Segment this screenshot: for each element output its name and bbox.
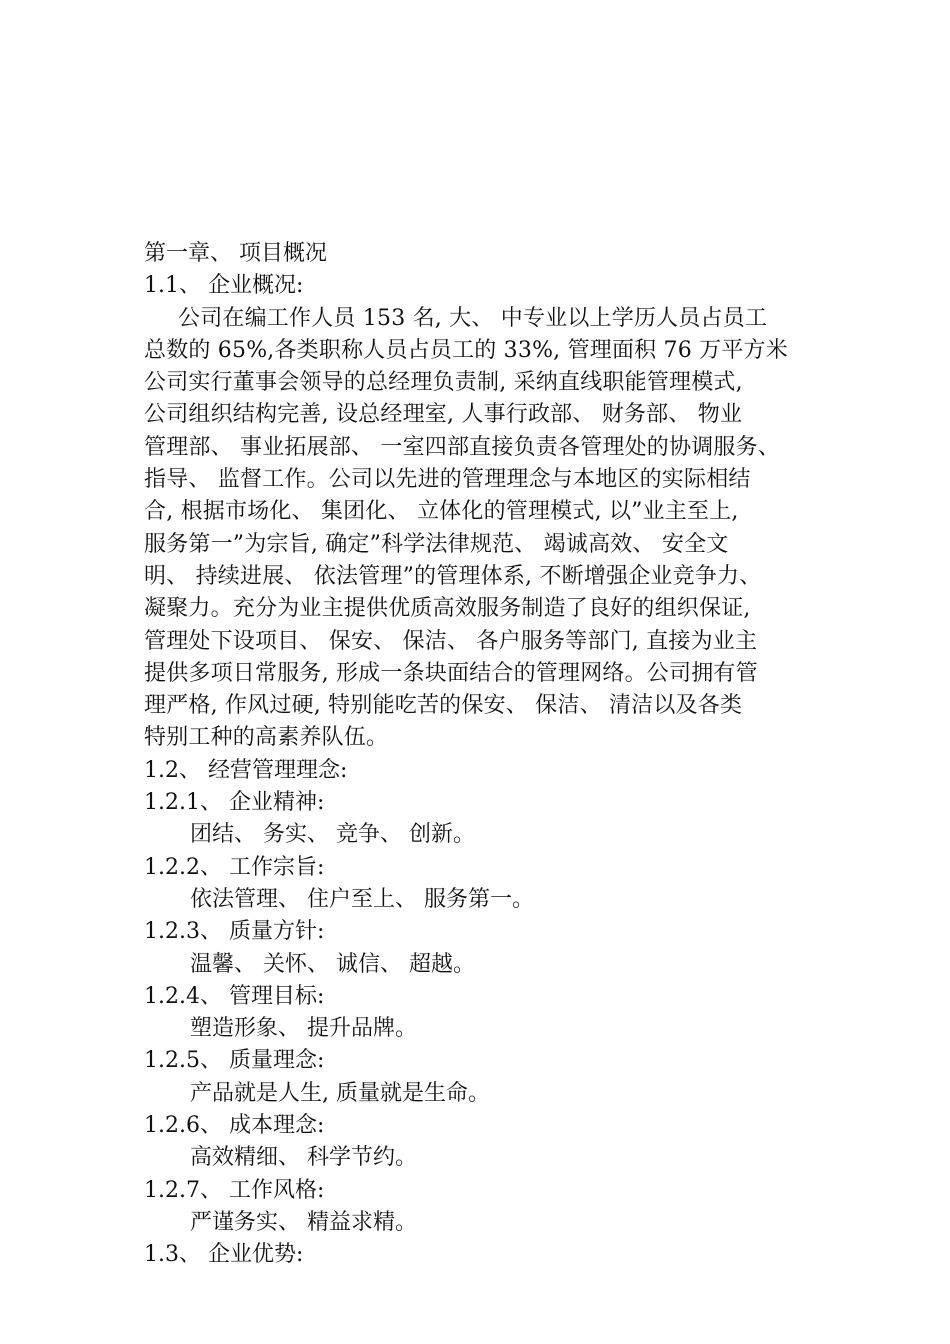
paragraph-line: 特别工种的高素养队伍。	[144, 725, 389, 751]
paragraph-line: 总数的 65%,各类职称人员占员工的 33%, 管理面积 76 万平方米	[144, 337, 788, 363]
subsection-text: 温馨、 关怀、 诚信、 超越。	[190, 951, 475, 977]
company-overview-paragraph	[144, 303, 824, 755]
paragraph-line: 合, 根据市场化、 集团化、 立体化的管理模式, 以”业主至上,	[144, 499, 739, 525]
chapter-title: 第一章、 项目概况	[144, 241, 327, 266]
paragraph-line: 提供多项日常服务, 形成一条块面结合的管理网络。公司拥有管	[144, 660, 758, 686]
subsection-heading: 1.2.6、 成本理念:	[144, 1113, 325, 1139]
subsection-heading: 1.2.5、 质量理念:	[144, 1048, 325, 1074]
document-page	[144, 238, 824, 1272]
subsection-heading: 1.2.4、 管理目标:	[144, 983, 325, 1009]
subsection-heading: 1.2.7、 工作风格:	[144, 1177, 325, 1203]
section-heading-1-3: 1.3、 企业优势:	[144, 1242, 304, 1268]
paragraph-line: 服务第一”为宗旨, 确定”科学法律规范、 竭诚高效、 安全文	[144, 531, 729, 557]
paragraph-line: 明、 持续进展、 依法管理”的管理体系, 不断增强企业竞争力、	[144, 563, 762, 589]
subsection-text: 依法管理、 住户至上、 服务第一。	[190, 886, 534, 912]
paragraph-line: 凝聚力。充分为业主提供优质高效服务制造了良好的组织保证,	[144, 596, 751, 622]
subsection-text: 产品就是人生, 质量就是生命。	[190, 1080, 490, 1106]
section-heading-1-1: 1.1、 企业概况:	[144, 273, 304, 299]
section-heading-1-2: 1.2、 经营管理理念:	[144, 757, 348, 783]
paragraph-line: 管理处下设项目、 保安、 保洁、 各户服务等部门, 直接为业主	[144, 628, 758, 654]
subsection-text: 高效精细、 科学节约。	[190, 1145, 417, 1171]
subsection-heading: 1.2.1、 企业精神:	[144, 790, 325, 816]
paragraph-line: 公司组织结构完善, 设总经理室, 人事行政部、 财务部、 物业	[144, 402, 743, 428]
subsection-heading: 1.2.2、 工作宗旨:	[144, 854, 325, 880]
subsection-text: 塑造形象、 提升品牌。	[190, 1016, 417, 1042]
paragraph-line: 公司实行董事会领导的总经理负责制, 采纳直线职能管理模式,	[144, 370, 743, 396]
paragraph-line: 指导、 监督工作。公司以先进的管理理念与本地区的实际相结	[144, 467, 751, 493]
subsection-text: 严谨务实、 精益求精。	[190, 1209, 417, 1235]
paragraph-line: 管理部、 事业拓展部、 一室四部直接负责各管理处的协调服务、	[144, 434, 780, 460]
subsection-text: 团结、 务实、 竞争、 创新。	[190, 822, 475, 848]
paragraph-line: 公司在编工作人员 153 名, 大、 中专业以上学历人员占员工	[178, 305, 768, 331]
subsection-heading: 1.2.3、 质量方针:	[144, 919, 325, 945]
paragraph-line: 理严格, 作风过硬, 特别能吃苦的保安、 保洁、 清洁以及各类	[144, 693, 743, 719]
